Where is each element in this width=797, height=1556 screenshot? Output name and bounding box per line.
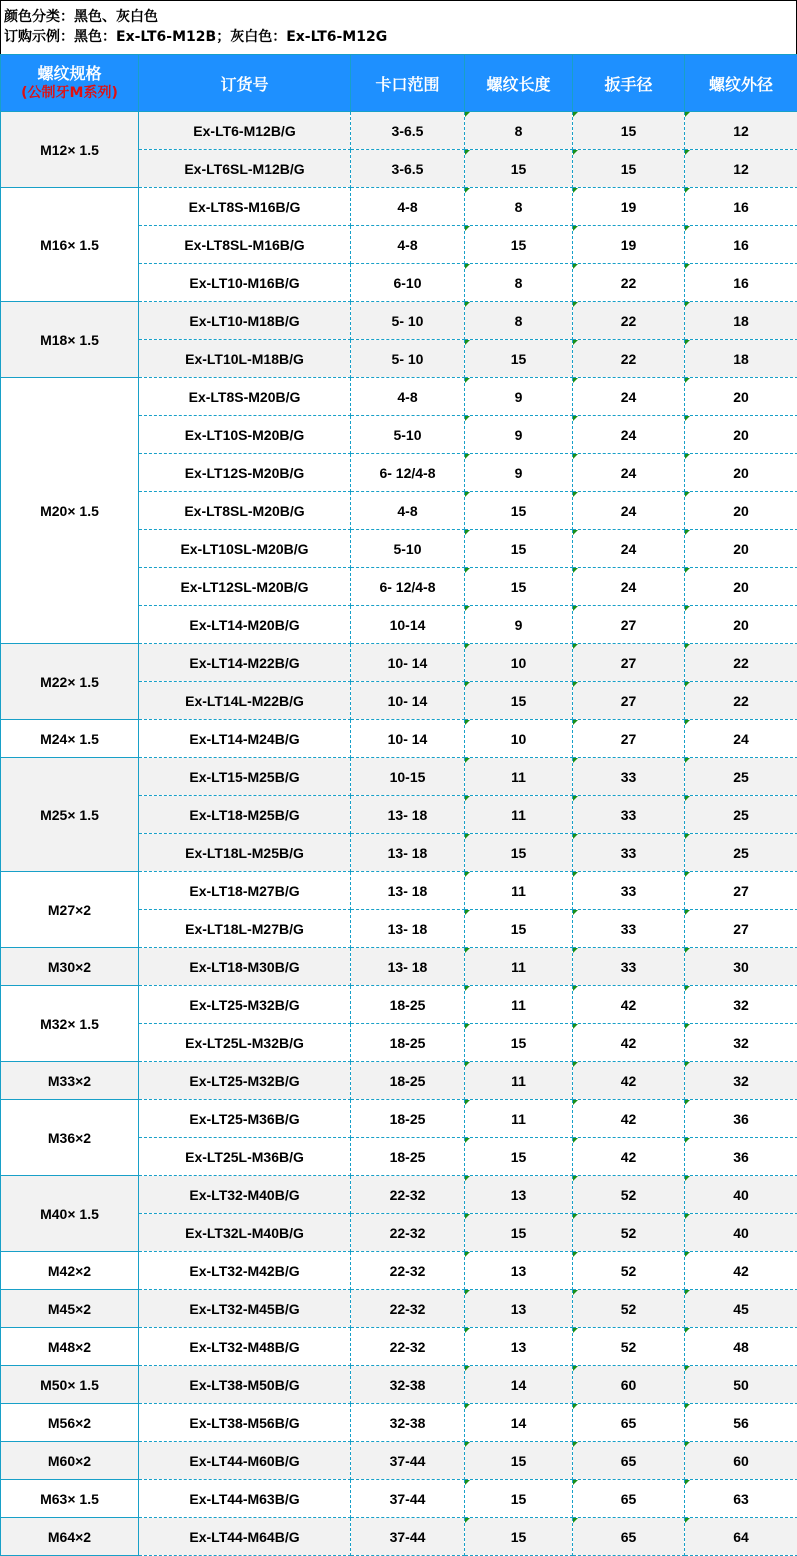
order-no-cell: Ex-LT25L-M32B/G xyxy=(139,1024,351,1062)
table-body xyxy=(1,112,797,1556)
outer-dia-cell: 25 xyxy=(685,796,797,834)
thread-length-cell: 14 xyxy=(465,1366,573,1404)
col-header-order-no: 订货号 xyxy=(139,55,351,112)
order-no-cell: Ex-LT10SL-M20B/G xyxy=(139,530,351,568)
clamp-range-cell: 10- 14 xyxy=(351,644,465,682)
info-box xyxy=(0,0,797,54)
outer-dia-cell: 64 xyxy=(685,1518,797,1556)
order-no-cell: Ex-LT44-M64B/G xyxy=(139,1518,351,1556)
clamp-range-cell: 6- 12/4-8 xyxy=(351,454,465,492)
thread-length-cell: 13 xyxy=(465,1290,573,1328)
table-row xyxy=(1,1518,797,1556)
thread-spec-cell: M24× 1.5 xyxy=(1,720,139,758)
outer-dia-cell: 45 xyxy=(685,1290,797,1328)
clamp-range-cell: 6-10 xyxy=(351,264,465,302)
thread-spec-cell: M45×2 xyxy=(1,1290,139,1328)
thread-length-cell: 8 xyxy=(465,112,573,150)
clamp-range-cell: 13- 18 xyxy=(351,834,465,872)
wrench-cell: 33 xyxy=(573,872,685,910)
col-header-spec-label: 螺纹规格 xyxy=(1,64,138,84)
outer-dia-cell: 60 xyxy=(685,1442,797,1480)
wrench-cell: 19 xyxy=(573,226,685,264)
order-no-cell: Ex-LT32-M42B/G xyxy=(139,1252,351,1290)
order-no-cell: Ex-LT25-M32B/G xyxy=(139,1062,351,1100)
thread-length-cell: 13 xyxy=(465,1176,573,1214)
clamp-range-cell: 5-10 xyxy=(351,416,465,454)
clamp-range-cell: 22-32 xyxy=(351,1214,465,1252)
thread-length-cell: 15 xyxy=(465,226,573,264)
clamp-range-cell: 10- 14 xyxy=(351,720,465,758)
clamp-range-cell: 32-38 xyxy=(351,1366,465,1404)
outer-dia-cell: 32 xyxy=(685,1062,797,1100)
wrench-cell: 24 xyxy=(573,492,685,530)
thread-length-cell: 8 xyxy=(465,264,573,302)
wrench-cell: 60 xyxy=(573,1366,685,1404)
clamp-range-cell: 18-25 xyxy=(351,986,465,1024)
clamp-range-cell: 5- 10 xyxy=(351,302,465,340)
clamp-range-cell: 18-25 xyxy=(351,1024,465,1062)
thread-length-cell: 9 xyxy=(465,378,573,416)
wrench-cell: 24 xyxy=(573,568,685,606)
clamp-range-cell: 4-8 xyxy=(351,226,465,264)
thread-spec-cell: M12× 1.5 xyxy=(1,112,139,188)
thread-length-cell: 15 xyxy=(465,1214,573,1252)
wrench-cell: 15 xyxy=(573,112,685,150)
order-no-cell: Ex-LT8SL-M20B/G xyxy=(139,492,351,530)
clamp-range-cell: 13- 18 xyxy=(351,948,465,986)
order-no-cell: Ex-LT6SL-M12B/G xyxy=(139,150,351,188)
thread-length-cell: 13 xyxy=(465,1328,573,1366)
thread-length-cell: 11 xyxy=(465,948,573,986)
outer-dia-cell: 56 xyxy=(685,1404,797,1442)
wrench-cell: 22 xyxy=(573,264,685,302)
clamp-range-cell: 18-25 xyxy=(351,1062,465,1100)
order-no-cell: Ex-LT32L-M40B/G xyxy=(139,1214,351,1252)
order-no-cell: Ex-LT12S-M20B/G xyxy=(139,454,351,492)
outer-dia-cell: 25 xyxy=(685,758,797,796)
outer-dia-cell: 22 xyxy=(685,644,797,682)
wrench-cell: 27 xyxy=(573,720,685,758)
outer-dia-cell: 16 xyxy=(685,188,797,226)
thread-spec-cell: M42×2 xyxy=(1,1252,139,1290)
wrench-cell: 27 xyxy=(573,682,685,720)
clamp-range-cell: 6- 12/4-8 xyxy=(351,568,465,606)
thread-length-cell: 15 xyxy=(465,530,573,568)
thread-spec-cell: M36×2 xyxy=(1,1100,139,1176)
table-row xyxy=(1,1480,797,1518)
table-row xyxy=(1,1062,797,1100)
outer-dia-cell: 20 xyxy=(685,568,797,606)
wrench-cell: 65 xyxy=(573,1518,685,1556)
wrench-cell: 27 xyxy=(573,606,685,644)
wrench-cell: 42 xyxy=(573,1138,685,1176)
outer-dia-cell: 22 xyxy=(685,682,797,720)
thread-spec-cell: M40× 1.5 xyxy=(1,1176,139,1252)
thread-length-cell: 15 xyxy=(465,1480,573,1518)
outer-dia-cell: 12 xyxy=(685,150,797,188)
clamp-range-cell: 4-8 xyxy=(351,378,465,416)
clamp-range-cell: 10-15 xyxy=(351,758,465,796)
wrench-cell: 24 xyxy=(573,416,685,454)
table-row xyxy=(1,1176,797,1214)
thread-length-cell: 10 xyxy=(465,644,573,682)
table-row xyxy=(1,1328,797,1366)
table-row xyxy=(1,378,797,416)
clamp-range-cell: 22-32 xyxy=(351,1252,465,1290)
thread-length-cell: 15 xyxy=(465,568,573,606)
outer-dia-cell: 32 xyxy=(685,986,797,1024)
spec-table xyxy=(0,54,797,1556)
order-no-cell: Ex-LT25L-M36B/G xyxy=(139,1138,351,1176)
col-header-spec-sub: (公制牙M系列) xyxy=(1,84,138,102)
outer-dia-cell: 36 xyxy=(685,1138,797,1176)
table-row xyxy=(1,1366,797,1404)
order-no-cell: Ex-LT14-M24B/G xyxy=(139,720,351,758)
wrench-cell: 33 xyxy=(573,758,685,796)
order-no-cell: Ex-LT6-M12B/G xyxy=(139,112,351,150)
outer-dia-cell: 27 xyxy=(685,910,797,948)
order-no-cell: Ex-LT18-M25B/G xyxy=(139,796,351,834)
order-no-cell: Ex-LT12SL-M20B/G xyxy=(139,568,351,606)
thread-spec-cell: M56×2 xyxy=(1,1404,139,1442)
clamp-range-cell: 37-44 xyxy=(351,1480,465,1518)
thread-spec-cell: M64×2 xyxy=(1,1518,139,1556)
outer-dia-cell: 16 xyxy=(685,226,797,264)
outer-dia-cell: 42 xyxy=(685,1252,797,1290)
thread-length-cell: 15 xyxy=(465,340,573,378)
col-header-outer-dia: 螺纹外径 xyxy=(685,55,797,112)
thread-length-cell: 11 xyxy=(465,796,573,834)
col-header-thread-length: 螺纹长度 xyxy=(465,55,573,112)
col-header-wrench: 扳手径 xyxy=(573,55,685,112)
thread-spec-cell: M20× 1.5 xyxy=(1,378,139,644)
wrench-cell: 42 xyxy=(573,1100,685,1138)
wrench-cell: 19 xyxy=(573,188,685,226)
order-no-cell: Ex-LT32-M40B/G xyxy=(139,1176,351,1214)
thread-length-cell: 15 xyxy=(465,910,573,948)
outer-dia-cell: 20 xyxy=(685,492,797,530)
table-row xyxy=(1,758,797,796)
order-no-cell: Ex-LT8SL-M16B/G xyxy=(139,226,351,264)
outer-dia-cell: 16 xyxy=(685,264,797,302)
thread-length-cell: 11 xyxy=(465,1100,573,1138)
thread-spec-cell: M25× 1.5 xyxy=(1,758,139,872)
table-row xyxy=(1,720,797,758)
outer-dia-cell: 20 xyxy=(685,606,797,644)
clamp-range-cell: 10-14 xyxy=(351,606,465,644)
outer-dia-cell: 40 xyxy=(685,1176,797,1214)
clamp-range-cell: 37-44 xyxy=(351,1442,465,1480)
outer-dia-cell: 63 xyxy=(685,1480,797,1518)
col-header-spec xyxy=(1,55,139,112)
order-no-cell: Ex-LT32-M45B/G xyxy=(139,1290,351,1328)
order-no-cell: Ex-LT18L-M27B/G xyxy=(139,910,351,948)
outer-dia-cell: 48 xyxy=(685,1328,797,1366)
wrench-cell: 65 xyxy=(573,1480,685,1518)
wrench-cell: 52 xyxy=(573,1328,685,1366)
thread-length-cell: 14 xyxy=(465,1404,573,1442)
order-no-cell: Ex-LT32-M48B/G xyxy=(139,1328,351,1366)
outer-dia-cell: 36 xyxy=(685,1100,797,1138)
wrench-cell: 15 xyxy=(573,150,685,188)
wrench-cell: 33 xyxy=(573,910,685,948)
clamp-range-cell: 13- 18 xyxy=(351,910,465,948)
order-no-cell: Ex-LT14-M20B/G xyxy=(139,606,351,644)
outer-dia-cell: 40 xyxy=(685,1214,797,1252)
col-header-clamp-range: 卡口范围 xyxy=(351,55,465,112)
outer-dia-cell: 20 xyxy=(685,454,797,492)
thread-length-cell: 8 xyxy=(465,188,573,226)
wrench-cell: 52 xyxy=(573,1214,685,1252)
thread-length-cell: 15 xyxy=(465,1138,573,1176)
order-no-cell: Ex-LT44-M63B/G xyxy=(139,1480,351,1518)
outer-dia-cell: 18 xyxy=(685,340,797,378)
clamp-range-cell: 5-10 xyxy=(351,530,465,568)
wrench-cell: 22 xyxy=(573,302,685,340)
outer-dia-cell: 25 xyxy=(685,834,797,872)
wrench-cell: 33 xyxy=(573,796,685,834)
thread-length-cell: 15 xyxy=(465,1518,573,1556)
table-row xyxy=(1,872,797,910)
clamp-range-cell: 10- 14 xyxy=(351,682,465,720)
clamp-range-cell: 32-38 xyxy=(351,1404,465,1442)
thread-length-cell: 13 xyxy=(465,1252,573,1290)
outer-dia-cell: 50 xyxy=(685,1366,797,1404)
order-no-cell: Ex-LT10-M18B/G xyxy=(139,302,351,340)
table-row xyxy=(1,302,797,340)
clamp-range-cell: 37-44 xyxy=(351,1518,465,1556)
order-no-cell: Ex-LT25-M36B/G xyxy=(139,1100,351,1138)
thread-length-cell: 11 xyxy=(465,758,573,796)
order-example-text: 订购示例：黑色：Ex-LT6-M12B；灰白色：Ex-LT6-M12G xyxy=(1,27,796,47)
wrench-cell: 33 xyxy=(573,948,685,986)
wrench-cell: 24 xyxy=(573,378,685,416)
clamp-range-cell: 22-32 xyxy=(351,1290,465,1328)
wrench-cell: 52 xyxy=(573,1176,685,1214)
table-row xyxy=(1,986,797,1024)
thread-spec-cell: M16× 1.5 xyxy=(1,188,139,302)
thread-spec-cell: M33×2 xyxy=(1,1062,139,1100)
thread-length-cell: 8 xyxy=(465,302,573,340)
table-row xyxy=(1,1100,797,1138)
outer-dia-cell: 30 xyxy=(685,948,797,986)
thread-spec-cell: M30×2 xyxy=(1,948,139,986)
wrench-cell: 52 xyxy=(573,1290,685,1328)
order-no-cell: Ex-LT10L-M18B/G xyxy=(139,340,351,378)
table-row xyxy=(1,948,797,986)
clamp-range-cell: 13- 18 xyxy=(351,872,465,910)
wrench-cell: 42 xyxy=(573,986,685,1024)
outer-dia-cell: 24 xyxy=(685,720,797,758)
wrench-cell: 33 xyxy=(573,834,685,872)
outer-dia-cell: 18 xyxy=(685,302,797,340)
wrench-cell: 27 xyxy=(573,644,685,682)
wrench-cell: 24 xyxy=(573,530,685,568)
clamp-range-cell: 18-25 xyxy=(351,1100,465,1138)
thread-spec-cell: M48×2 xyxy=(1,1328,139,1366)
clamp-range-cell: 18-25 xyxy=(351,1138,465,1176)
wrench-cell: 52 xyxy=(573,1252,685,1290)
thread-length-cell: 15 xyxy=(465,150,573,188)
thread-spec-cell: M32× 1.5 xyxy=(1,986,139,1062)
thread-length-cell: 9 xyxy=(465,416,573,454)
outer-dia-cell: 12 xyxy=(685,112,797,150)
wrench-cell: 65 xyxy=(573,1404,685,1442)
thread-length-cell: 15 xyxy=(465,1024,573,1062)
order-no-cell: Ex-LT10-M16B/G xyxy=(139,264,351,302)
table-row xyxy=(1,112,797,150)
thread-length-cell: 15 xyxy=(465,1442,573,1480)
order-no-cell: Ex-LT18L-M25B/G xyxy=(139,834,351,872)
outer-dia-cell: 20 xyxy=(685,530,797,568)
thread-length-cell: 11 xyxy=(465,986,573,1024)
order-no-cell: Ex-LT8S-M20B/G xyxy=(139,378,351,416)
clamp-range-cell: 22-32 xyxy=(351,1176,465,1214)
table-row xyxy=(1,644,797,682)
wrench-cell: 65 xyxy=(573,1442,685,1480)
order-no-cell: Ex-LT10S-M20B/G xyxy=(139,416,351,454)
clamp-range-cell: 22-32 xyxy=(351,1328,465,1366)
order-no-cell: Ex-LT25-M32B/G xyxy=(139,986,351,1024)
thread-length-cell: 15 xyxy=(465,492,573,530)
wrench-cell: 22 xyxy=(573,340,685,378)
thread-spec-cell: M50× 1.5 xyxy=(1,1366,139,1404)
wrench-cell: 24 xyxy=(573,454,685,492)
thread-length-cell: 15 xyxy=(465,682,573,720)
thread-spec-cell: M63× 1.5 xyxy=(1,1480,139,1518)
clamp-range-cell: 3-6.5 xyxy=(351,150,465,188)
clamp-range-cell: 4-8 xyxy=(351,492,465,530)
thread-length-cell: 9 xyxy=(465,606,573,644)
outer-dia-cell: 32 xyxy=(685,1024,797,1062)
thread-length-cell: 15 xyxy=(465,834,573,872)
outer-dia-cell: 27 xyxy=(685,872,797,910)
clamp-range-cell: 3-6.5 xyxy=(351,112,465,150)
clamp-range-cell: 13- 18 xyxy=(351,796,465,834)
order-no-cell: Ex-LT8S-M16B/G xyxy=(139,188,351,226)
order-no-cell: Ex-LT38-M56B/G xyxy=(139,1404,351,1442)
thread-length-cell: 11 xyxy=(465,1062,573,1100)
table-row xyxy=(1,188,797,226)
order-no-cell: Ex-LT18-M27B/G xyxy=(139,872,351,910)
table-row xyxy=(1,1442,797,1480)
order-no-cell: Ex-LT14-M22B/G xyxy=(139,644,351,682)
order-no-cell: Ex-LT44-M60B/G xyxy=(139,1442,351,1480)
order-no-cell: Ex-LT14L-M22B/G xyxy=(139,682,351,720)
thread-spec-cell: M27×2 xyxy=(1,872,139,948)
thread-spec-cell: M60×2 xyxy=(1,1442,139,1480)
color-options-text: 颜色分类：黑色、灰白色 xyxy=(1,7,796,27)
thread-length-cell: 10 xyxy=(465,720,573,758)
outer-dia-cell: 20 xyxy=(685,378,797,416)
wrench-cell: 42 xyxy=(573,1062,685,1100)
thread-spec-cell: M22× 1.5 xyxy=(1,644,139,720)
order-no-cell: Ex-LT18-M30B/G xyxy=(139,948,351,986)
wrench-cell: 42 xyxy=(573,1024,685,1062)
thread-spec-cell: M18× 1.5 xyxy=(1,302,139,378)
clamp-range-cell: 5- 10 xyxy=(351,340,465,378)
order-no-cell: Ex-LT38-M50B/G xyxy=(139,1366,351,1404)
table-header-row xyxy=(1,55,797,112)
clamp-range-cell: 4-8 xyxy=(351,188,465,226)
thread-length-cell: 9 xyxy=(465,454,573,492)
table-row xyxy=(1,1404,797,1442)
table-row xyxy=(1,1252,797,1290)
outer-dia-cell: 20 xyxy=(685,416,797,454)
thread-length-cell: 11 xyxy=(465,872,573,910)
order-no-cell: Ex-LT15-M25B/G xyxy=(139,758,351,796)
table-row xyxy=(1,1290,797,1328)
